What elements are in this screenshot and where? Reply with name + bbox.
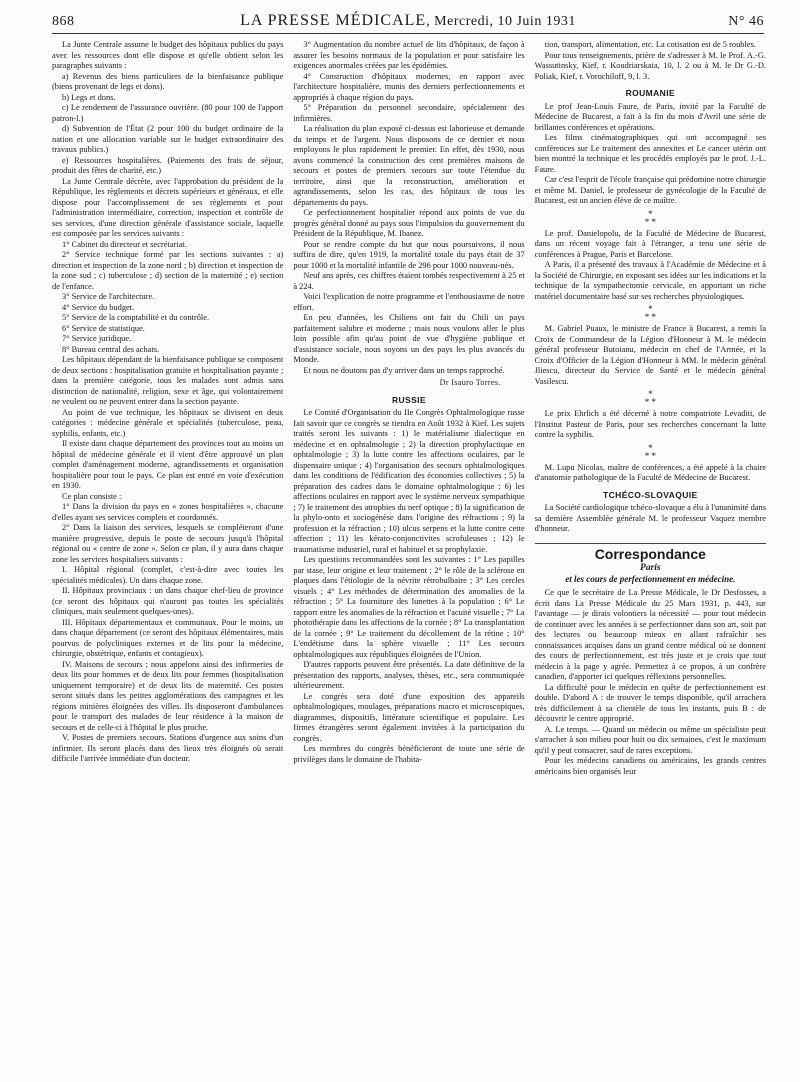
paragraph: b) Legs et dons. <box>62 92 116 102</box>
paragraph: A. Le temps. — Quand un médecin ou même un spécialiste peut s'arracher à son milieu pour huit ou dix semaines, c'est le maximum qu'il y peut consacrer, sauf de rares exceptions. <box>534 724 766 755</box>
paragraph: Car c'est l'esprit de l'école française qui prédomine notre chirurgie et même M. Daniel, le professeur de gynécologie de la Faculté de Bucarest, est un ancien élève de ce maître. <box>534 175 766 205</box>
paragraph: tion, transport, alimentation, etc. La cotisation est de 5 roubles. <box>544 40 756 49</box>
paragraph: Pour se rendre compte du but que nous poursuivons, il nous suffira de dire, qu'en 1919, la mortalité totale du pays était de 37 pour 1000 et la mortalité infantile de 296 pour 1000 nouveau-nés. <box>293 239 525 270</box>
paragraph: Il existe dans chaque département des provinces tout au moins un hôpital de médecine générale et il vient d'être approuvé un plan complet d'aménagement moderne, agrandissements et organisation hospitalière pour tout le pays. Ce plan est entré en voie d'exécution en 1930. <box>52 439 284 490</box>
paragraph: Au point de vue technique, les hôpitaux se divisent en deux catégories : médecine générale et spécialités (tuberculose, peau, syphilis, enfants, etc.) <box>52 407 284 438</box>
paragraph: d) Subvention de l'État (2 pour 100 du budget ordinaire de la nation et une allocation variable sur le budget extraordinaire des travaux publics.) <box>52 124 284 154</box>
paragraph: Pour tous renseignements, prière de s'adresser à M. le Prof. A.-G. Wassutinsky, Kief, r. Koudriarskaia, 10, l. 2 ou à M. le Dr G.-D. Poliak, Kief, r. Vorochiloff, 9, l. 3. <box>534 50 766 81</box>
column-left <box>52 40 283 1074</box>
paragraph: M. Gabriel Puaux, le ministre de France à Bucarest, a remis la Croix de Commandeur de la Légion d'Honneur à M. le médecin général professeur Butoianu, médecin en chef de l'Armée, et la Croix d'Officier de la Légion d'Honneur à MM. le médecin général Jliescu, directeur du Service de Santé et le médecin général Vasilescu. <box>534 324 766 386</box>
separator-stars: * * * <box>644 304 656 322</box>
paragraph: IV. Maisons de secours ; nous appelons ainsi des infirmeries de deux lits pour hommes et de deux lits pour femmes (hospitalisation uniquement temporaire) et de deux lits de maternité. Ces postes seront situés dans les petites agglomérations des campagnes et les régions minières éloignées des villes. Ils disposeront d'ambulances pour le transport des malades de leur résidence à la maison de secours et de celle-ci à l'hôpital le plus proche. <box>52 659 284 732</box>
paragraph: Le prix Ehrlich a été décerné à notre compatriote Levaditi, de l'Institut Pasteur de Paris, pour ses recherches concernant la lutte contre la syphilis. <box>534 409 766 439</box>
paragraph: e) Ressources hospitalières. (Paiements des frais de séjour, produit des fêtes de charité, etc.) <box>52 155 284 175</box>
paragraph: 1° Dans la division du pays en « zones hospitalières », chacune d'elles ayant ses services complets et coordonnés. <box>52 502 284 522</box>
section-title-correspondance: Correspondance <box>535 543 766 560</box>
paragraph: 5° Préparation du personnel secondaire, spécialement des infirmières. <box>293 103 525 123</box>
separator-stars: * * * <box>644 208 656 227</box>
paragraph: 2° Service technique formé par les sections suivantes : a) direction et inspection de la zone nord ; b) direction et inspection de la zone sud ; c) tuberculose ; d) section de la maternité ; e) section de l'enfance. <box>52 250 284 291</box>
paragraph: 8° Bureau central des achats. <box>62 344 160 354</box>
paragraph: 4° Service du budget. <box>62 302 135 312</box>
paragraph: D'autres rapports peuvent être présentés. La date définitive de la présentation des rapports, analyses, thèses, etc., sera communiquée ultérieurement. <box>293 660 525 690</box>
paragraph: Les questions recommandées sont les suivantes : 1° Les papilles par stase, leur origine et leur traitement ; 2° le rôle de la sclérose en plaques dans l'étiologie de la névrite rétrobulbaire ; 3° Les cercles visuels ; 4° Les méthodes de détermination des anomalies de la réfraction ; 5° La fourniture des lunettes à la population ; 6° Le rapport entre les anomalies de la réfraction et l'acuité visuelle ; 7° La photothérapie dans les affections de la cornée ; 8° La transplantation de la cornée ; 9° Le traitement du décollement de la rétine ; 10° L'endétisme dans la sphère visuelle ; 11° Les secours ophtalmologiques aux républiques éloignées de l'Union. <box>293 555 525 659</box>
paragraph: En peu d'années, les Chiliens ont fait du Chili un pays parfaitement salubre et moderne ; mais nous voulons aller le plus loin possible afin qu'au point de vue d'hygiène publique et d'assistance sociale, nous soyons un des pays les plus avancés du Monde. <box>293 313 525 364</box>
paragraph: 7° Service juridique. <box>62 334 132 343</box>
paragraph: Les films cinématographiques qui ont accompagné ses conférences sur Le traitement des annexites et Le cancer utérin ont bien montré la technique et les procédés employés par le prof. J.-L. Faure. <box>534 133 766 174</box>
paragraph: III. Hôpitaux départementaux et communaux. Pour le moins, un dans chaque département (ce seront des hôpitaux élémentaires, mais pourvus de polycliniques externes et de lits pour la médecine, chirurgie, obstétrique, enfants et contagieux). <box>52 617 284 658</box>
paragraph: M. Lupu Nicolas, maître de conférences, a été appelé à la chaire d'anatomie pathologique de la Faculté de Médecine de Bucarest. <box>534 462 766 482</box>
separator-stars: * * * <box>644 389 656 407</box>
paragraph: Ce que le secrétaire de La Presse Médicale, le Dr Desfosses, a écrit dans La Presse Médicale du 25 Mars 1931, p. 443, sur l'avantage — je dirais volontiers la nécessité — pour tout médecin de continuer avec les années à se perfectionner dans son art, soit par des lectures ou beaucoup mieux en allant rafraîchir ses connaissances acquises dans un grand centre médical où se donnent des cours de perfectionnement, est très juste et je crois que tout médecin à la page y agrée. Permettez à ce propos, à un confrère canadien, d'apporter ici quelques réflexions personnelles. <box>534 588 766 681</box>
text-columns <box>52 40 766 1074</box>
separator-stars: * * * <box>644 442 656 461</box>
page-number: 868 <box>52 14 75 29</box>
paragraph: La Junte Centrale décrète, avec l'approbation du président de la République, les règlements et décrets supérieurs et généraux, et elle dispose pour l'accomplissement de ses règlements et pour l'administration intermédiaire, correction, inspection et contrôle de ses services, d'une direction générale d'assistance sociale, laquelle est composée par les services suivants : <box>52 176 284 238</box>
running-title: LA PRESSE MÉDICALE, Mercredi, 10 Juin 1931 <box>240 12 576 29</box>
paragraph: 1° Cabinet du directeur et secrétariat. <box>62 239 187 249</box>
paragraph: A Paris, il a présenté des travaux à l'Académie de Médecine et à la Société de Chirurgie, en exposant ses idées sur les indications et la technique de la sympathectomie cervicale, en apportant un riche matériel documentaire basé sur ses recherches physiologiques. <box>534 260 766 301</box>
paragraph: La réalisation du plan exposé ci-dessus est laborieuse et demande du temps et de l'argent. Nous disposons de ce dernier et nous employons le plus rapidement le premier. En effet, dès 1930, nous avons commencé la construction des cent premières maisons de secours et postes de premiers secours sur toute l'étendue du territoire, ainsi que la reconstruction, amélioration et agrandissements, selon les cas, des hôpitaux de tous les départements du pays. <box>293 124 525 207</box>
paragraph: 3° Augmentation du nombre actuel de lits d'hôpitaux, de façon à assurer les besoins normaux de la population et pour satisfaire les exigences anormales créées par les épidémies. <box>293 40 525 70</box>
column-middle <box>293 40 524 1074</box>
paragraph: c) Le rendement de l'assurance ouvrière. (80 pour 100 de l'apport patron-l.) <box>52 103 284 123</box>
paragraph: II. Hôpitaux provinciaux : un dans chaque chef-lieu de province (ce seront des hôpitaux qui n'auront pas toutes les spécialités cliniques, mais seulement quelques-unes). <box>52 586 284 616</box>
paragraph: Neuf ans après, ces chiffres étaient tombés respectivement à 25 et à 224. <box>293 271 525 291</box>
subtitle-paris: Paris <box>640 563 661 573</box>
paragraph: V. Postes de premiers secours. Stations d'urgence aux soins d'un infirmier. Ils seront placés dans des lieux très éloignés où serait difficile l'arrivée immédiate d'un docteur. <box>52 733 284 763</box>
section-title-russie: RUSSIE <box>391 394 427 405</box>
page-header <box>52 12 764 34</box>
paragraph: Le prof Jean-Louis Faure, de Paris, invité par la Faculté de Médecine de Bucarest, a fait à la fin du mois d'Avril une série de brillantes conférences et opérations. <box>534 101 766 132</box>
paragraph: Voici l'explication de notre programme et l'enthousiasme de notre effort. <box>293 292 525 312</box>
journal-name: LA PRESSE MÉDICALE <box>240 12 427 29</box>
section-title-tcheco: TCHÉCO-SLOVAQUIE <box>603 489 698 500</box>
paragraph: Pour les médecins canadiens ou américains, les grands centres américains bien organisés leur <box>534 756 766 776</box>
paragraph: Le prof. Danielopolu, de la Faculté de Médecine de Bucarest, dans un récent voyage fait à l'étranger, a tenu une série de conférences à Prague, Paris et Barcelone. <box>534 228 766 259</box>
paragraph: I. Hôpital régional (complet, c'est-à-dire avec toutes les spécialités médicales). Un dans chaque zone. <box>52 565 284 585</box>
paragraph: La Société cardiologique tchéco-slovaque a élu à l'unanimité dans sa dernière Assemblée générale M. le professeur Vaquez membre d'honneur. <box>534 503 766 533</box>
section-title-roumanie: ROUMANIE <box>625 88 676 98</box>
paragraph: 2° Dans la liaison des services, lesquels se compléteront d'une manière progressive, depuis le poste de secours jusqu'à l'hôpital régional ou « centre de zone ». Selon ce plan, il y aura dans chaque zone les services hospitaliers suivants : <box>52 523 284 564</box>
paragraph: 5° Service de la comptabilité et du contrôle. <box>62 313 210 322</box>
issue-number: N° 46 <box>728 14 764 29</box>
paragraph: Les hôpitaux dépendant de la bienfaisance publique se composent de deux sections : hospitalisation gratuite et hospitalisation payante ; dans la première catégorie, tous les malades sont admis sans distinction de nationalité, religion, sexe et âge, qui volontairement ne veulent ou ne peuvent entrer dans la section payante. <box>52 355 284 406</box>
column-right <box>535 40 766 1074</box>
paragraph: a) Revenus des biens particuliers de la bienfaisance publique (biens provenant de legs et dons). <box>52 71 284 91</box>
paragraph: Le congrès sera doté d'une exposition des appareils ophtalmologiques, moulages, préparations macro et microscopiques, diagrammes, dispositifs, littérature scientifique et populaire. Les firmes étrangères seront également invitées à la participation du congrès. <box>293 691 525 743</box>
issue-date: Mercredi, 10 Juin 1931 <box>434 14 576 29</box>
paragraph: La Junte Centrale assume le budget des hôpitaux publics du pays avec les ressources dont elle dispose et qu'elle obtient selon les paragraphes suivants : <box>52 40 284 70</box>
paragraph: Les membres du congrès bénéficieront de toute une série de privilèges dans le domaine de l'habita- <box>293 744 525 764</box>
paragraph: Le Comité d'Organisation du IIe Congrès Ophtalmologique russe fait savoir que ce congrès se tiendra en Août 1932 à Kief. Les sujets traités seront les suivants : 1) le matérialisme dialectique en médecine et en ophtalmologie ; 2) la direction prophylactique en ophtalmologie ; 3) la lutte contre les affections oculaires, par le dispensaire unique ; 4) l'organisation des secours ophtalmologiques dans les conditions de l'édification des économies collectives ; 5) la préparation des cadres dans le domaine ophtalmologique ; 6) les affections oculaires en rapport avec le système nerveux sympathique ; 7) le traitement des atrophies du nerf optique ; 8) la signification de la phylo-onto et sociogénèse dans l'origine des réfractions ; 9) la profession et la réfraction ; 10) ulcus serpens et la lutte contre cette affection ; 11) les kérato-conjonctivites scrofuleuses ; 12) le traumatisme industriel, rural et habituel et sa prophylaxie. <box>293 408 525 554</box>
paragraph: 4° Construction d'hôpitaux modernes, en rapport avec l'architecture hospitalière, munis des derniers perfectionnements et appropriés à chaque région du pays. <box>293 71 525 102</box>
author-signature: Dr Isauro Torres. <box>439 378 501 387</box>
paragraph: Ce perfectionnement hospitalier répond aux points de vue du progrès général donné au pays sous l'impulsion du gouvernement du Président de la République, M. Ibanez. <box>293 208 525 238</box>
paragraph: Et nous ne doutons pas d'y arriver dans un temps rapproché. <box>303 365 505 375</box>
paragraph: 6° Service de statistique. <box>62 323 145 333</box>
header-rule <box>52 33 764 34</box>
paragraph: Ce plan consiste : <box>62 491 122 501</box>
subtitle-cours: et les cours de perfectionnement en médecine. <box>565 573 736 584</box>
paragraph: 3° Service de l'architecture. <box>62 292 155 301</box>
paragraph: La difficulté pour le médecin en quête de perfectionnement est double. D'abord A : de trouver le temps disponible, qu'il arrachera très difficilement à sa clientèle de tous les instants, puis B : de découvrir le centre approprié. <box>534 682 766 723</box>
